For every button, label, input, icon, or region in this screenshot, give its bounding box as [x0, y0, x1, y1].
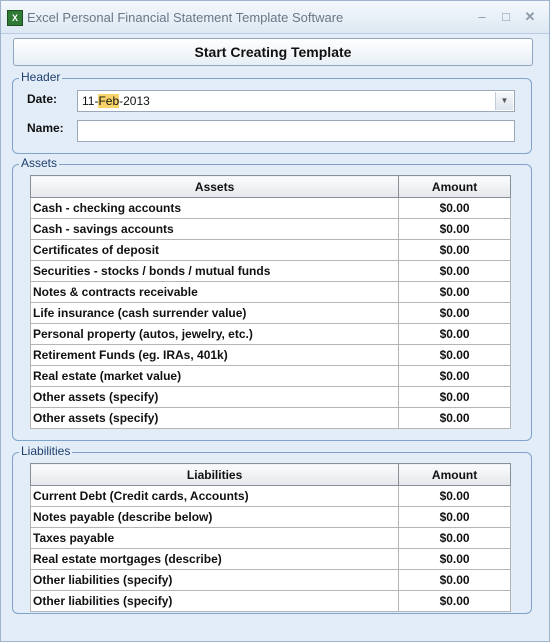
amount-column-header[interactable]: Amount — [399, 176, 511, 198]
name-label: Name: — [27, 121, 64, 135]
asset-label-cell[interactable]: Cash - savings accounts — [31, 219, 399, 240]
liability-amount-cell[interactable]: $0.00 — [399, 486, 511, 507]
liability-amount-cell[interactable]: $0.00 — [399, 549, 511, 570]
liability-label-cell[interactable]: Other liabilities (specify) — [31, 591, 399, 612]
assets-column-header[interactable]: Assets — [31, 176, 399, 198]
table-row[interactable] — [31, 240, 511, 261]
liability-label-cell[interactable]: Other liabilities (specify) — [31, 570, 399, 591]
table-row[interactable] — [31, 528, 511, 549]
asset-amount-cell[interactable]: $0.00 — [399, 282, 511, 303]
liability-amount-cell[interactable]: $0.00 — [399, 591, 511, 612]
table-row[interactable] — [31, 570, 511, 591]
asset-amount-cell[interactable]: $0.00 — [399, 219, 511, 240]
liability-amount-cell[interactable]: $0.00 — [399, 570, 511, 591]
assets-table — [30, 175, 511, 429]
liabilities-table — [30, 463, 511, 612]
liability-label-cell[interactable]: Real estate mortgages (describe) — [31, 549, 399, 570]
maximize-icon[interactable]: □ — [502, 9, 510, 24]
table-row[interactable] — [31, 549, 511, 570]
liability-amount-cell[interactable]: $0.00 — [399, 528, 511, 549]
close-icon[interactable]: ✕ — [524, 9, 536, 24]
asset-amount-cell[interactable]: $0.00 — [399, 240, 511, 261]
table-row[interactable] — [31, 219, 511, 240]
asset-amount-cell[interactable]: $0.00 — [399, 324, 511, 345]
asset-amount-cell[interactable]: $0.00 — [399, 303, 511, 324]
asset-label-cell[interactable]: Cash - checking accounts — [31, 198, 399, 219]
asset-label-cell[interactable]: Retirement Funds (eg. IRAs, 401k) — [31, 345, 399, 366]
asset-amount-cell[interactable]: $0.00 — [399, 345, 511, 366]
table-row[interactable] — [31, 408, 511, 429]
asset-label-cell[interactable]: Securities - stocks / bonds / mutual funds — [31, 261, 399, 282]
asset-label-cell[interactable]: Other assets (specify) — [31, 408, 399, 429]
amount-column-header[interactable]: Amount — [399, 464, 511, 486]
table-row[interactable] — [31, 591, 511, 612]
table-row[interactable] — [31, 507, 511, 528]
asset-amount-cell[interactable]: $0.00 — [399, 387, 511, 408]
date-month-selected[interactable]: Feb — [98, 94, 120, 108]
asset-label-cell[interactable]: Personal property (autos, jewelry, etc.) — [31, 324, 399, 345]
excel-app-icon: X — [7, 10, 23, 26]
date-day: 11- — [82, 94, 99, 108]
dropdown-arrow-icon[interactable]: ▼ — [495, 92, 513, 110]
table-row[interactable] — [31, 303, 511, 324]
asset-amount-cell[interactable]: $0.00 — [399, 261, 511, 282]
liabilities-group-legend: Liabilities — [21, 444, 71, 458]
table-row[interactable] — [31, 324, 511, 345]
date-value[interactable] — [82, 94, 150, 108]
table-row[interactable] — [31, 366, 511, 387]
asset-amount-cell[interactable]: $0.00 — [399, 408, 511, 429]
liability-label-cell[interactable]: Current Debt (Credit cards, Accounts) — [31, 486, 399, 507]
asset-label-cell[interactable]: Real estate (market value) — [31, 366, 399, 387]
assets-group-legend: Assets — [21, 156, 58, 170]
header-group-legend: Header — [21, 70, 61, 84]
date-label: Date: — [27, 92, 58, 106]
date-picker[interactable] — [77, 90, 515, 112]
asset-label-cell[interactable]: Other assets (specify) — [31, 387, 399, 408]
asset-amount-cell[interactable]: $0.00 — [399, 198, 511, 219]
window-title: Excel Personal Financial Statement Template Software — [27, 10, 344, 25]
asset-label-cell[interactable]: Certificates of deposit — [31, 240, 399, 261]
table-row[interactable] — [31, 387, 511, 408]
table-row[interactable] — [31, 198, 511, 219]
name-input[interactable] — [77, 120, 515, 142]
minimize-icon[interactable]: – — [478, 9, 486, 24]
start-creating-template-button[interactable]: Start Creating Template — [13, 38, 533, 66]
table-row[interactable] — [31, 486, 511, 507]
liability-label-cell[interactable]: Notes payable (describe below) — [31, 507, 399, 528]
date-year: -2013 — [119, 94, 150, 108]
asset-label-cell[interactable]: Life insurance (cash surrender value) — [31, 303, 399, 324]
liability-amount-cell[interactable]: $0.00 — [399, 507, 511, 528]
table-row[interactable] — [31, 282, 511, 303]
asset-amount-cell[interactable]: $0.00 — [399, 366, 511, 387]
table-row[interactable] — [31, 261, 511, 282]
liabilities-column-header[interactable]: Liabilities — [31, 464, 399, 486]
liability-label-cell[interactable]: Taxes payable — [31, 528, 399, 549]
title-bar[interactable] — [1, 1, 549, 34]
table-row[interactable] — [31, 345, 511, 366]
asset-label-cell[interactable]: Notes & contracts receivable — [31, 282, 399, 303]
